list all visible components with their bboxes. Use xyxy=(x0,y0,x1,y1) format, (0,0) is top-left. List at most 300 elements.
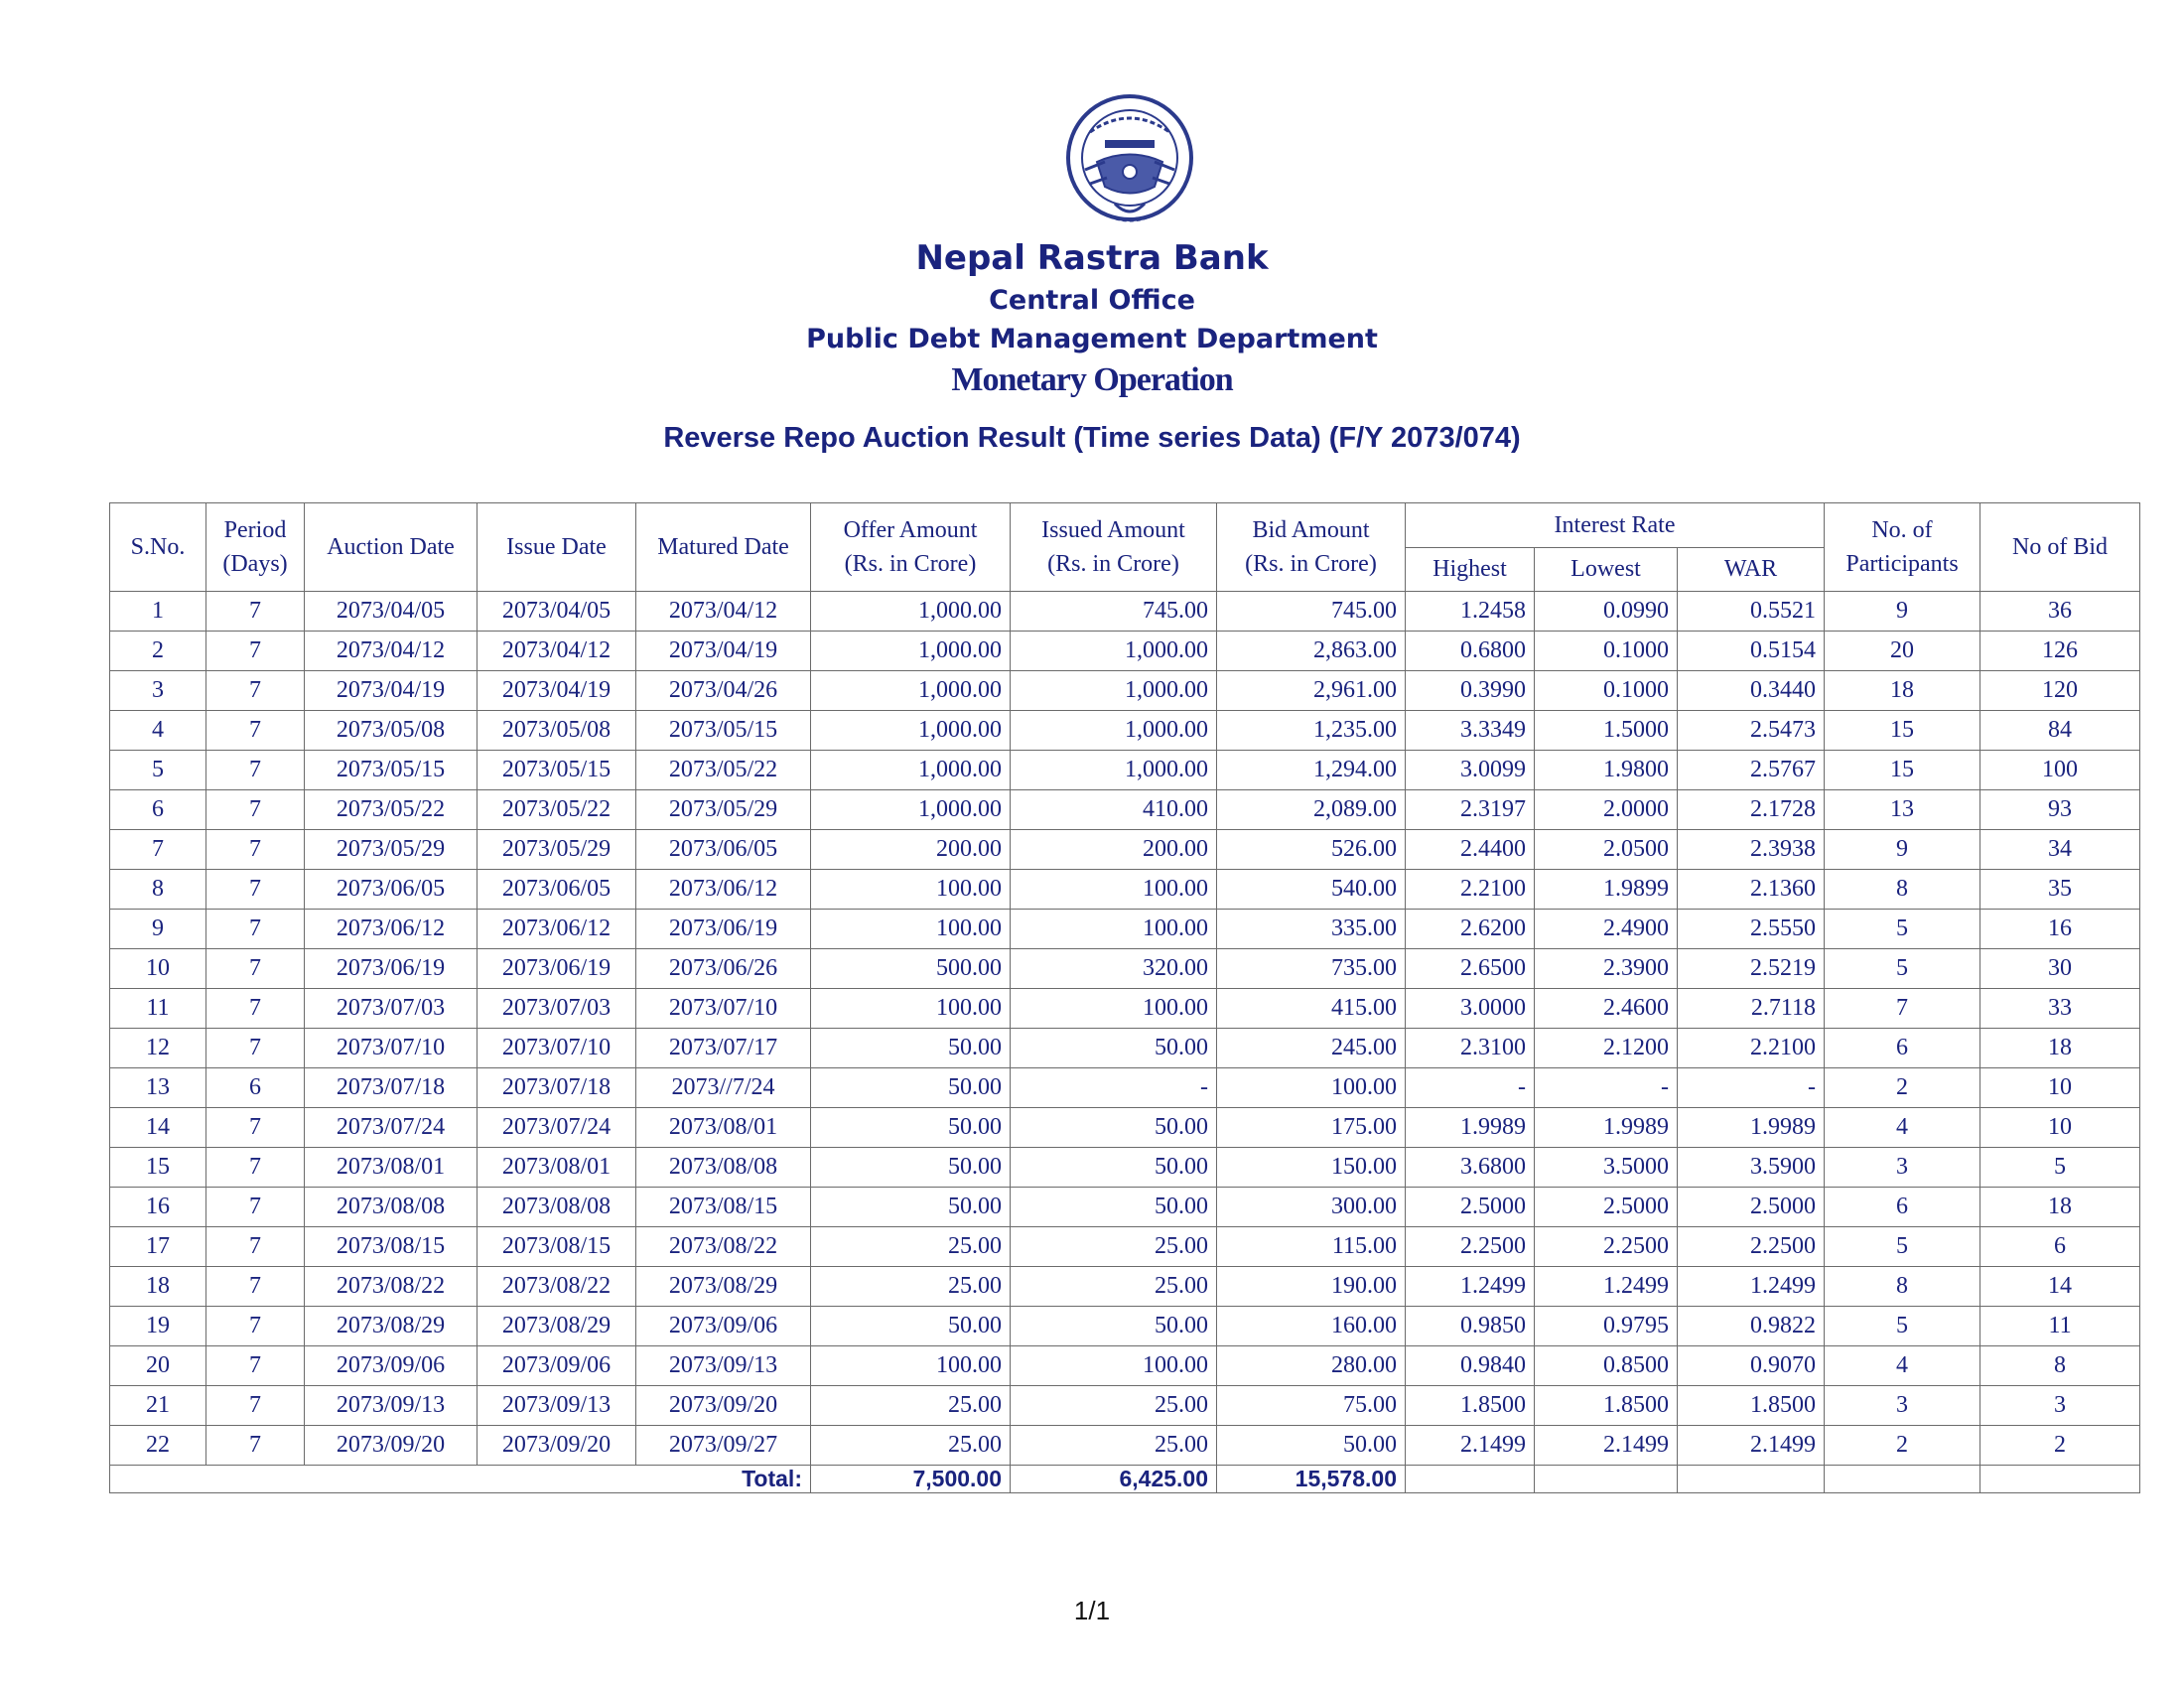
cell-lowest-rate: 2.3900 xyxy=(1535,949,1678,989)
cell-matured-date: 2073/09/27 xyxy=(636,1426,811,1466)
table-row xyxy=(110,632,2140,671)
cell-war: 2.1728 xyxy=(1678,790,1825,830)
cell-bid-amount: 735.00 xyxy=(1217,949,1406,989)
cell-auction-date: 2073/04/12 xyxy=(305,632,478,671)
cell-highest-rate: 0.9850 xyxy=(1406,1307,1535,1346)
cell-issue-date: 2073/04/19 xyxy=(478,671,636,711)
cell-offer-amount: 25.00 xyxy=(811,1227,1011,1267)
bank-name: Nepal Rastra Bank xyxy=(915,238,1269,278)
cell-sno: 15 xyxy=(110,1148,206,1188)
cell-matured-date: 2073/05/15 xyxy=(636,711,811,751)
table-row xyxy=(110,1108,2140,1148)
cell-bid-amount: 526.00 xyxy=(1217,830,1406,870)
cell-matured-date: 2073/06/26 xyxy=(636,949,811,989)
cell-war: 0.5154 xyxy=(1678,632,1825,671)
cell-no-of-bid: 100 xyxy=(1980,751,2140,790)
cell-sno: 18 xyxy=(110,1267,206,1307)
cell-offer-amount: 1,000.00 xyxy=(811,632,1011,671)
cell-issue-date: 2073/05/15 xyxy=(478,751,636,790)
cell-offer-amount: 100.00 xyxy=(811,1346,1011,1386)
cell-no-of-bid: 93 xyxy=(1980,790,2140,830)
cell-sno: 1 xyxy=(110,592,206,632)
cell-bid-amount: 150.00 xyxy=(1217,1148,1406,1188)
cell-issue-date: 2073/07/10 xyxy=(478,1029,636,1068)
cell-auction-date: 2073/08/29 xyxy=(305,1307,478,1346)
cell-highest-rate: - xyxy=(1406,1068,1535,1108)
cell-offer-amount: 25.00 xyxy=(811,1267,1011,1307)
cell-highest-rate: 0.9840 xyxy=(1406,1346,1535,1386)
cell-sno: 7 xyxy=(110,830,206,870)
header-sno: S.No. xyxy=(110,503,206,592)
cell-sno: 2 xyxy=(110,632,206,671)
cell-no-of-bid: 8 xyxy=(1980,1346,2140,1386)
cell-period: 7 xyxy=(206,949,305,989)
cell-participants: 9 xyxy=(1825,830,1980,870)
cell-lowest-rate: 1.5000 xyxy=(1535,711,1678,751)
cell-bid-amount: 50.00 xyxy=(1217,1426,1406,1466)
cell-sno: 21 xyxy=(110,1386,206,1426)
cell-period: 7 xyxy=(206,1426,305,1466)
cell-matured-date: 2073/08/22 xyxy=(636,1227,811,1267)
cell-issue-date: 2073/06/19 xyxy=(478,949,636,989)
cell-lowest-rate: 2.0500 xyxy=(1535,830,1678,870)
nepal-rastra-bank-seal-icon xyxy=(1045,92,1214,236)
cell-participants: 8 xyxy=(1825,870,1980,910)
cell-offer-amount: 50.00 xyxy=(811,1188,1011,1227)
cell-period: 7 xyxy=(206,1386,305,1426)
cell-sno: 11 xyxy=(110,989,206,1029)
cell-highest-rate: 3.6800 xyxy=(1406,1148,1535,1188)
table-row xyxy=(110,1148,2140,1188)
cell-auction-date: 2073/08/01 xyxy=(305,1148,478,1188)
cell-bid-amount: 300.00 xyxy=(1217,1188,1406,1227)
cell-bid-amount: 245.00 xyxy=(1217,1029,1406,1068)
cell-issued-amount: 320.00 xyxy=(1011,949,1217,989)
cell-sno: 12 xyxy=(110,1029,206,1068)
cell-lowest-rate: 2.5000 xyxy=(1535,1188,1678,1227)
cell-issue-date: 2073/04/05 xyxy=(478,592,636,632)
cell-no-of-bid: 6 xyxy=(1980,1227,2140,1267)
cell-participants: 13 xyxy=(1825,790,1980,830)
total-empty-cell xyxy=(1980,1466,2140,1493)
cell-offer-amount: 50.00 xyxy=(811,1148,1011,1188)
page-number: 1/1 xyxy=(1073,1596,1111,1625)
cell-issued-amount: - xyxy=(1011,1068,1217,1108)
report-subtitle: Reverse Repo Auction Result (Time series Data) (F/Y 2073/074) xyxy=(663,422,1521,454)
cell-issued-amount: 200.00 xyxy=(1011,830,1217,870)
cell-lowest-rate: 2.2500 xyxy=(1535,1227,1678,1267)
cell-lowest-rate: 1.9989 xyxy=(1535,1108,1678,1148)
cell-highest-rate: 2.3197 xyxy=(1406,790,1535,830)
table-row xyxy=(110,1188,2140,1227)
cell-sno: 4 xyxy=(110,711,206,751)
cell-bid-amount: 190.00 xyxy=(1217,1267,1406,1307)
cell-period: 7 xyxy=(206,1346,305,1386)
cell-no-of-bid: 10 xyxy=(1980,1068,2140,1108)
cell-issued-amount: 745.00 xyxy=(1011,592,1217,632)
cell-offer-amount: 50.00 xyxy=(811,1108,1011,1148)
total-bid: 15,578.00 xyxy=(1217,1466,1406,1493)
cell-no-of-bid: 120 xyxy=(1980,671,2140,711)
cell-war: 2.7118 xyxy=(1678,989,1825,1029)
cell-matured-date: 2073/06/12 xyxy=(636,870,811,910)
cell-issued-amount: 50.00 xyxy=(1011,1188,1217,1227)
cell-participants: 6 xyxy=(1825,1029,1980,1068)
cell-participants: 20 xyxy=(1825,632,1980,671)
cell-sno: 16 xyxy=(110,1188,206,1227)
table-row xyxy=(110,1426,2140,1466)
table-row xyxy=(110,1346,2140,1386)
cell-participants: 8 xyxy=(1825,1267,1980,1307)
cell-auction-date: 2073/08/08 xyxy=(305,1188,478,1227)
table-row xyxy=(110,1307,2140,1346)
cell-period: 7 xyxy=(206,671,305,711)
cell-offer-amount: 1,000.00 xyxy=(811,592,1011,632)
cell-auction-date: 2073/05/08 xyxy=(305,711,478,751)
cell-bid-amount: 415.00 xyxy=(1217,989,1406,1029)
cell-period: 7 xyxy=(206,711,305,751)
cell-sno: 20 xyxy=(110,1346,206,1386)
cell-lowest-rate: 1.2499 xyxy=(1535,1267,1678,1307)
cell-no-of-bid: 10 xyxy=(1980,1108,2140,1148)
cell-no-of-bid: 14 xyxy=(1980,1267,2140,1307)
cell-bid-amount: 2,863.00 xyxy=(1217,632,1406,671)
table-row xyxy=(110,1227,2140,1267)
cell-bid-amount: 1,235.00 xyxy=(1217,711,1406,751)
cell-issue-date: 2073/05/08 xyxy=(478,711,636,751)
cell-period: 7 xyxy=(206,592,305,632)
total-empty-cell xyxy=(1678,1466,1825,1493)
header-auction-date: Auction Date xyxy=(305,503,478,592)
cell-issue-date: 2073/05/22 xyxy=(478,790,636,830)
cell-matured-date: 2073/04/19 xyxy=(636,632,811,671)
cell-matured-date: 2073/07/17 xyxy=(636,1029,811,1068)
cell-participants: 4 xyxy=(1825,1346,1980,1386)
total-empty-cell xyxy=(1406,1466,1535,1493)
cell-period: 7 xyxy=(206,1188,305,1227)
cell-highest-rate: 2.6200 xyxy=(1406,910,1535,949)
cell-matured-date: 2073/06/19 xyxy=(636,910,811,949)
cell-sno: 5 xyxy=(110,751,206,790)
cell-period: 7 xyxy=(206,790,305,830)
cell-lowest-rate: 0.1000 xyxy=(1535,632,1678,671)
cell-highest-rate: 2.1499 xyxy=(1406,1426,1535,1466)
cell-auction-date: 2073/05/22 xyxy=(305,790,478,830)
cell-lowest-rate: - xyxy=(1535,1068,1678,1108)
cell-lowest-rate: 0.0990 xyxy=(1535,592,1678,632)
total-row xyxy=(110,1466,2140,1493)
cell-highest-rate: 1.9989 xyxy=(1406,1108,1535,1148)
cell-period: 7 xyxy=(206,751,305,790)
cell-matured-date: 2073/06/05 xyxy=(636,830,811,870)
cell-highest-rate: 3.0099 xyxy=(1406,751,1535,790)
cell-bid-amount: 335.00 xyxy=(1217,910,1406,949)
cell-bid-amount: 115.00 xyxy=(1217,1227,1406,1267)
cell-auction-date: 2073/09/20 xyxy=(305,1426,478,1466)
cell-issued-amount: 100.00 xyxy=(1011,910,1217,949)
cell-issue-date: 2073/08/08 xyxy=(478,1188,636,1227)
cell-sno: 17 xyxy=(110,1227,206,1267)
cell-war: 0.9070 xyxy=(1678,1346,1825,1386)
cell-issued-amount: 1,000.00 xyxy=(1011,671,1217,711)
cell-highest-rate: 0.3990 xyxy=(1406,671,1535,711)
cell-lowest-rate: 3.5000 xyxy=(1535,1148,1678,1188)
cell-issue-date: 2073/08/01 xyxy=(478,1148,636,1188)
cell-highest-rate: 3.3349 xyxy=(1406,711,1535,751)
cell-participants: 2 xyxy=(1825,1068,1980,1108)
cell-lowest-rate: 2.4900 xyxy=(1535,910,1678,949)
cell-auction-date: 2073/07/10 xyxy=(305,1029,478,1068)
cell-lowest-rate: 2.1499 xyxy=(1535,1426,1678,1466)
cell-highest-rate: 2.2100 xyxy=(1406,870,1535,910)
cell-offer-amount: 50.00 xyxy=(811,1029,1011,1068)
cell-no-of-bid: 36 xyxy=(1980,592,2140,632)
cell-matured-date: 2073/09/13 xyxy=(636,1346,811,1386)
cell-auction-date: 2073/08/22 xyxy=(305,1267,478,1307)
cell-auction-date: 2073/04/05 xyxy=(305,592,478,632)
header-matured-date: Matured Date xyxy=(636,503,811,592)
table-row xyxy=(110,751,2140,790)
cell-bid-amount: 2,089.00 xyxy=(1217,790,1406,830)
total-offer: 7,500.00 xyxy=(811,1466,1011,1493)
cell-bid-amount: 1,294.00 xyxy=(1217,751,1406,790)
cell-issue-date: 2073/09/06 xyxy=(478,1346,636,1386)
cell-bid-amount: 2,961.00 xyxy=(1217,671,1406,711)
cell-highest-rate: 2.4400 xyxy=(1406,830,1535,870)
cell-bid-amount: 100.00 xyxy=(1217,1068,1406,1108)
cell-no-of-bid: 3 xyxy=(1980,1386,2140,1426)
cell-matured-date: 2073/05/29 xyxy=(636,790,811,830)
cell-sno: 10 xyxy=(110,949,206,989)
cell-bid-amount: 75.00 xyxy=(1217,1386,1406,1426)
header-issued-amount: Issued Amount (Rs. in Crore) xyxy=(1011,503,1217,592)
cell-bid-amount: 745.00 xyxy=(1217,592,1406,632)
cell-auction-date: 2073/05/29 xyxy=(305,830,478,870)
table-row xyxy=(110,1029,2140,1068)
header-offer-amount: Offer Amount (Rs. in Crore) xyxy=(811,503,1011,592)
cell-issue-date: 2073/04/12 xyxy=(478,632,636,671)
cell-offer-amount: 1,000.00 xyxy=(811,711,1011,751)
cell-war: 2.1499 xyxy=(1678,1426,1825,1466)
header-period: Period (Days) xyxy=(206,503,305,592)
cell-lowest-rate: 1.9800 xyxy=(1535,751,1678,790)
cell-war: 2.5219 xyxy=(1678,949,1825,989)
cell-participants: 5 xyxy=(1825,1307,1980,1346)
cell-period: 7 xyxy=(206,1227,305,1267)
cell-war: 1.2499 xyxy=(1678,1267,1825,1307)
cell-auction-date: 2073/04/19 xyxy=(305,671,478,711)
cell-offer-amount: 50.00 xyxy=(811,1068,1011,1108)
cell-sno: 6 xyxy=(110,790,206,830)
cell-participants: 5 xyxy=(1825,1227,1980,1267)
cell-matured-date: 2073/08/29 xyxy=(636,1267,811,1307)
cell-lowest-rate: 2.0000 xyxy=(1535,790,1678,830)
cell-sno: 13 xyxy=(110,1068,206,1108)
cell-war: 2.5000 xyxy=(1678,1188,1825,1227)
cell-bid-amount: 175.00 xyxy=(1217,1108,1406,1148)
cell-participants: 9 xyxy=(1825,592,1980,632)
cell-auction-date: 2073/06/05 xyxy=(305,870,478,910)
table-row xyxy=(110,1068,2140,1108)
cell-participants: 18 xyxy=(1825,671,1980,711)
cell-issued-amount: 1,000.00 xyxy=(1011,632,1217,671)
cell-participants: 5 xyxy=(1825,949,1980,989)
total-label: Total: xyxy=(110,1466,811,1493)
header-participants: No. of Participants xyxy=(1825,503,1980,592)
cell-issued-amount: 25.00 xyxy=(1011,1426,1217,1466)
cell-highest-rate: 1.2458 xyxy=(1406,592,1535,632)
cell-war: - xyxy=(1678,1068,1825,1108)
auction-result-table xyxy=(109,502,2140,1493)
cell-matured-date: 2073/09/06 xyxy=(636,1307,811,1346)
cell-no-of-bid: 18 xyxy=(1980,1188,2140,1227)
cell-matured-date: 2073/04/12 xyxy=(636,592,811,632)
cell-period: 7 xyxy=(206,910,305,949)
header-no-of-bid: No of Bid xyxy=(1980,503,2140,592)
cell-highest-rate: 2.3100 xyxy=(1406,1029,1535,1068)
cell-participants: 4 xyxy=(1825,1108,1980,1148)
cell-matured-date: 2073/08/15 xyxy=(636,1188,811,1227)
cell-issued-amount: 410.00 xyxy=(1011,790,1217,830)
cell-bid-amount: 540.00 xyxy=(1217,870,1406,910)
cell-period: 7 xyxy=(206,1148,305,1188)
table-row xyxy=(110,910,2140,949)
table-row xyxy=(110,949,2140,989)
cell-period: 7 xyxy=(206,1307,305,1346)
cell-sno: 22 xyxy=(110,1426,206,1466)
cell-auction-date: 2073/07/03 xyxy=(305,989,478,1029)
total-empty-cell xyxy=(1535,1466,1678,1493)
cell-offer-amount: 25.00 xyxy=(811,1386,1011,1426)
cell-participants: 2 xyxy=(1825,1426,1980,1466)
cell-offer-amount: 200.00 xyxy=(811,830,1011,870)
cell-auction-date: 2073/09/06 xyxy=(305,1346,478,1386)
cell-offer-amount: 1,000.00 xyxy=(811,671,1011,711)
cell-war: 2.1360 xyxy=(1678,870,1825,910)
cell-issued-amount: 25.00 xyxy=(1011,1267,1217,1307)
cell-issued-amount: 100.00 xyxy=(1011,1346,1217,1386)
cell-lowest-rate: 2.4600 xyxy=(1535,989,1678,1029)
cell-matured-date: 2073/09/20 xyxy=(636,1386,811,1426)
cell-issued-amount: 50.00 xyxy=(1011,1148,1217,1188)
cell-participants: 3 xyxy=(1825,1386,1980,1426)
cell-sno: 19 xyxy=(110,1307,206,1346)
cell-war: 3.5900 xyxy=(1678,1148,1825,1188)
cell-issue-date: 2073/05/29 xyxy=(478,830,636,870)
cell-auction-date: 2073/06/12 xyxy=(305,910,478,949)
cell-issue-date: 2073/09/13 xyxy=(478,1386,636,1426)
cell-issue-date: 2073/07/24 xyxy=(478,1108,636,1148)
cell-highest-rate: 0.6800 xyxy=(1406,632,1535,671)
cell-war: 2.3938 xyxy=(1678,830,1825,870)
table-row xyxy=(110,790,2140,830)
cell-auction-date: 2073/08/15 xyxy=(305,1227,478,1267)
cell-no-of-bid: 16 xyxy=(1980,910,2140,949)
cell-lowest-rate: 1.9899 xyxy=(1535,870,1678,910)
table-row xyxy=(110,1386,2140,1426)
header-bid-amount: Bid Amount (Rs. in Crore) xyxy=(1217,503,1406,592)
cell-issued-amount: 100.00 xyxy=(1011,870,1217,910)
cell-issue-date: 2073/09/20 xyxy=(478,1426,636,1466)
cell-no-of-bid: 11 xyxy=(1980,1307,2140,1346)
table-row xyxy=(110,1267,2140,1307)
cell-sno: 8 xyxy=(110,870,206,910)
cell-lowest-rate: 2.1200 xyxy=(1535,1029,1678,1068)
cell-war: 2.2500 xyxy=(1678,1227,1825,1267)
table-row xyxy=(110,711,2140,751)
cell-matured-date: 2073/08/08 xyxy=(636,1148,811,1188)
cell-offer-amount: 25.00 xyxy=(811,1426,1011,1466)
cell-period: 7 xyxy=(206,1108,305,1148)
cell-matured-date: 2073/04/26 xyxy=(636,671,811,711)
cell-war: 2.5550 xyxy=(1678,910,1825,949)
cell-matured-date: 2073//7/24 xyxy=(636,1068,811,1108)
cell-issue-date: 2073/07/03 xyxy=(478,989,636,1029)
cell-auction-date: 2073/05/15 xyxy=(305,751,478,790)
cell-issue-date: 2073/07/18 xyxy=(478,1068,636,1108)
cell-offer-amount: 50.00 xyxy=(811,1307,1011,1346)
cell-no-of-bid: 35 xyxy=(1980,870,2140,910)
header-lowest: Lowest xyxy=(1535,547,1678,592)
table-row xyxy=(110,830,2140,870)
cell-no-of-bid: 30 xyxy=(1980,949,2140,989)
table-row xyxy=(110,870,2140,910)
cell-sno: 3 xyxy=(110,671,206,711)
cell-highest-rate: 2.5000 xyxy=(1406,1188,1535,1227)
cell-offer-amount: 1,000.00 xyxy=(811,751,1011,790)
cell-no-of-bid: 18 xyxy=(1980,1029,2140,1068)
cell-no-of-bid: 34 xyxy=(1980,830,2140,870)
cell-matured-date: 2073/08/01 xyxy=(636,1108,811,1148)
total-empty-cell xyxy=(1825,1466,1980,1493)
cell-no-of-bid: 33 xyxy=(1980,989,2140,1029)
cell-auction-date: 2073/07/18 xyxy=(305,1068,478,1108)
table-body xyxy=(110,592,2140,1466)
office-name: Central Office xyxy=(989,285,1195,316)
cell-highest-rate: 3.0000 xyxy=(1406,989,1535,1029)
cell-offer-amount: 500.00 xyxy=(811,949,1011,989)
cell-lowest-rate: 0.8500 xyxy=(1535,1346,1678,1386)
cell-lowest-rate: 0.1000 xyxy=(1535,671,1678,711)
cell-war: 2.5767 xyxy=(1678,751,1825,790)
cell-issued-amount: 25.00 xyxy=(1011,1386,1217,1426)
cell-no-of-bid: 5 xyxy=(1980,1148,2140,1188)
cell-period: 7 xyxy=(206,1267,305,1307)
cell-auction-date: 2073/06/19 xyxy=(305,949,478,989)
operation-title: Monetary Operation xyxy=(951,361,1233,398)
cell-participants: 15 xyxy=(1825,711,1980,751)
cell-participants: 6 xyxy=(1825,1188,1980,1227)
cell-participants: 7 xyxy=(1825,989,1980,1029)
header-war: WAR xyxy=(1678,547,1825,592)
table-row xyxy=(110,592,2140,632)
cell-highest-rate: 2.2500 xyxy=(1406,1227,1535,1267)
header-issue-date: Issue Date xyxy=(478,503,636,592)
cell-war: 2.2100 xyxy=(1678,1029,1825,1068)
cell-issue-date: 2073/08/22 xyxy=(478,1267,636,1307)
cell-participants: 3 xyxy=(1825,1148,1980,1188)
total-issued: 6,425.00 xyxy=(1011,1466,1217,1493)
cell-period: 6 xyxy=(206,1068,305,1108)
header-highest: Highest xyxy=(1406,547,1535,592)
cell-auction-date: 2073/09/13 xyxy=(305,1386,478,1426)
cell-issued-amount: 1,000.00 xyxy=(1011,751,1217,790)
cell-no-of-bid: 2 xyxy=(1980,1426,2140,1466)
cell-bid-amount: 280.00 xyxy=(1217,1346,1406,1386)
cell-issued-amount: 1,000.00 xyxy=(1011,711,1217,751)
cell-war: 1.9989 xyxy=(1678,1108,1825,1148)
cell-participants: 15 xyxy=(1825,751,1980,790)
